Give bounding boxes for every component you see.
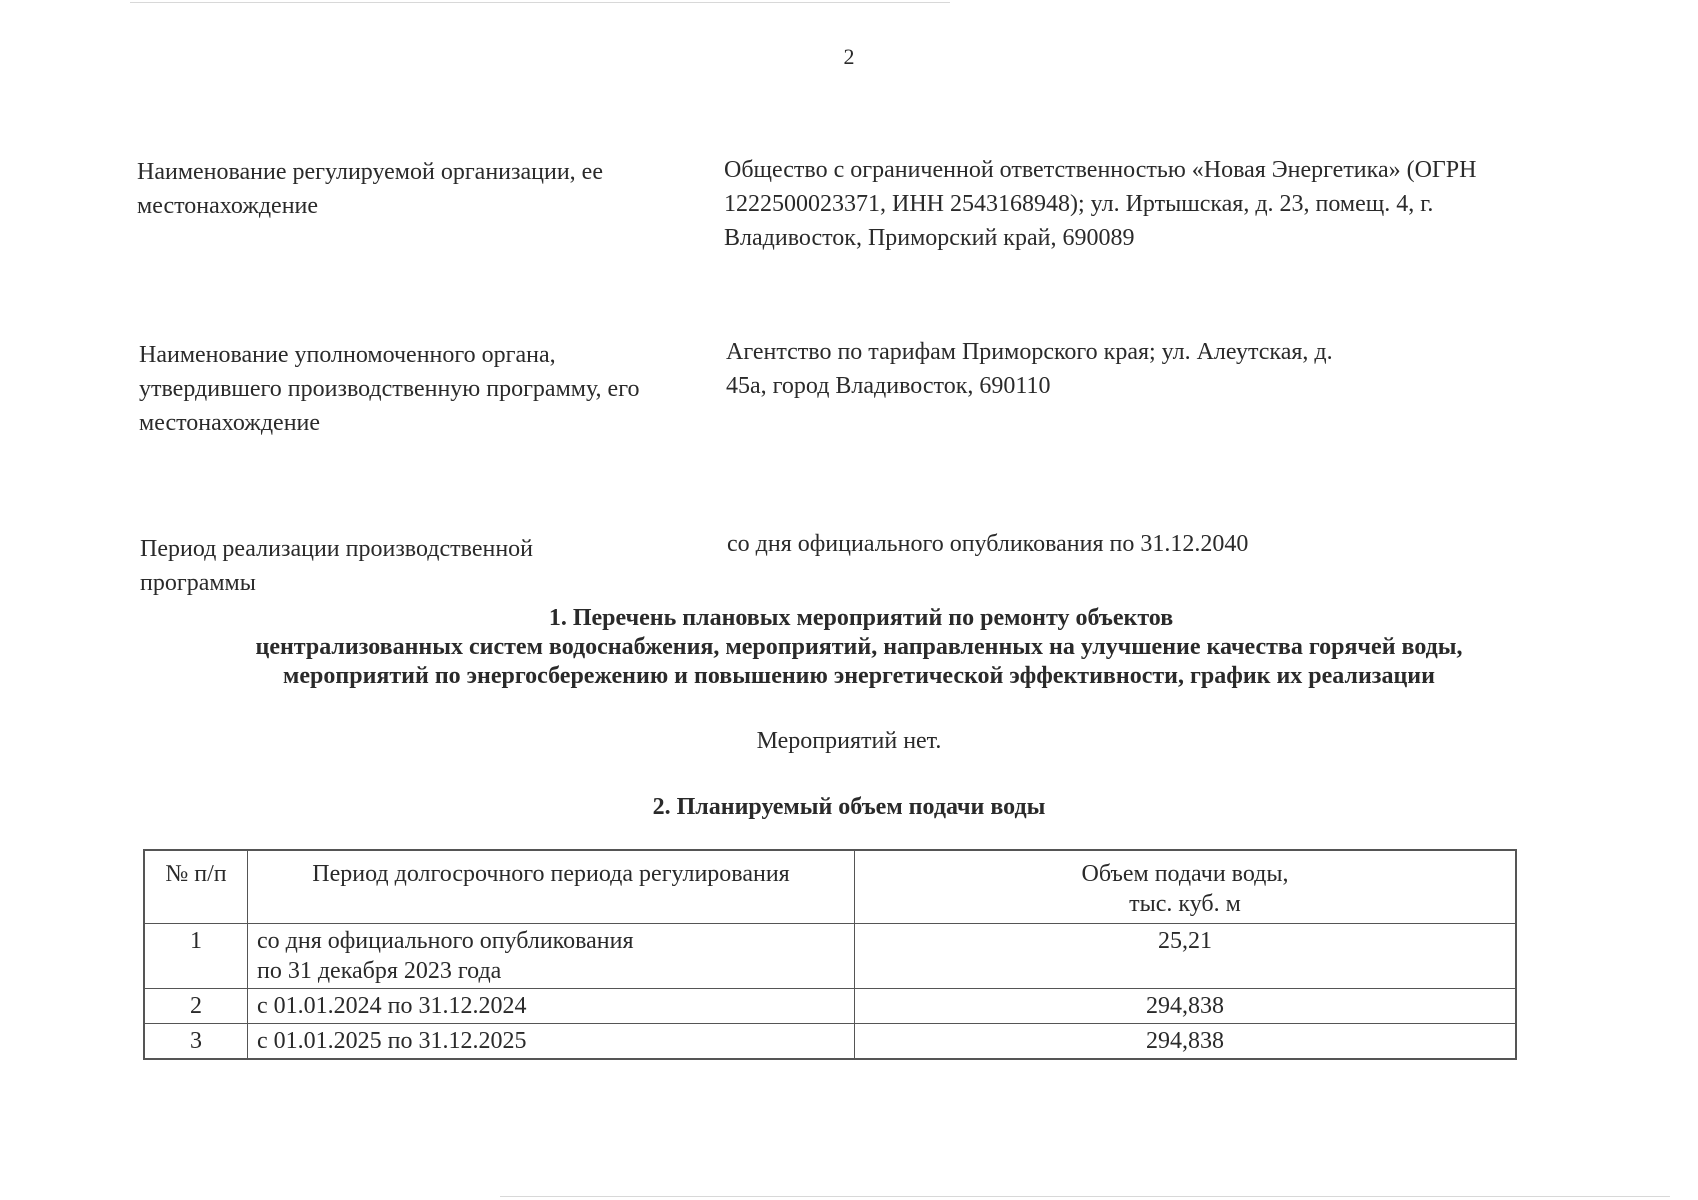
table-row [144,989,1516,1024]
section-1-heading-line: мероприятий по энергосбережению и повышению энергетической эффективности, график их реализации [283,663,1435,689]
section-1-heading-line: 1. Перечень плановых мероприятий по ремонту объектов [548,605,1174,631]
column-header-number: № п/п [144,850,248,924]
column-header-volume: Объем подачи воды, тыс. куб. м [855,850,1517,924]
org-name-value: Общество с ограниченной ответственностью «Новая Энергетика» (ОГРН 1222500023371, ИНН 2543168948); ул. Иртышская, д. 23, помещ. 4, г. Владивосток, Приморский край, 690089 [724,157,1477,251]
authority-label: Наименование уполномоченного органа, утвердившего производственную программу, его местонахождение [139,342,640,436]
no-measures-note: Мероприятий нет. [756,728,942,754]
column-header-period: Период долгосрочного периода регулирования [248,850,855,924]
table-row [144,1024,1516,1060]
scan-artifact-bottom [500,1196,1670,1197]
section-1-heading [0,604,1698,691]
table-header-row [144,850,1516,924]
water-volume-table [143,849,1517,1060]
row-number: 1 [144,924,248,989]
row-number: 3 [144,1024,248,1060]
page-number: 2 [843,44,855,69]
row-number: 2 [144,989,248,1024]
row-volume: 294,838 [855,989,1517,1024]
period-value: со дня официального опубликования по 31.12.2040 [727,531,1249,557]
section-1-heading-line: централизованных систем водоснабжения, мероприятий, направленных на улучшение качества горячей воды, [255,634,1463,660]
row-volume: 294,838 [855,1024,1517,1060]
section-2-heading: 2. Планируемый объем подачи воды [652,794,1046,820]
authority-value: Агентство по тарифам Приморского края; ул. Алеутская, д. 45а, город Владивосток, 690110 [726,339,1333,399]
period-label: Период реализации производственной программы [140,536,534,596]
row-period: с 01.01.2025 по 31.12.2025 [248,1024,855,1060]
org-name-label: Наименование регулируемой организации, ее местонахождение [137,159,603,219]
scan-artifact-top [130,2,950,3]
row-period: со дня официального опубликования по 31 декабря 2023 года [248,924,855,989]
table-row [144,924,1516,989]
row-period: с 01.01.2024 по 31.12.2024 [248,989,855,1024]
row-volume: 25,21 [855,924,1517,989]
